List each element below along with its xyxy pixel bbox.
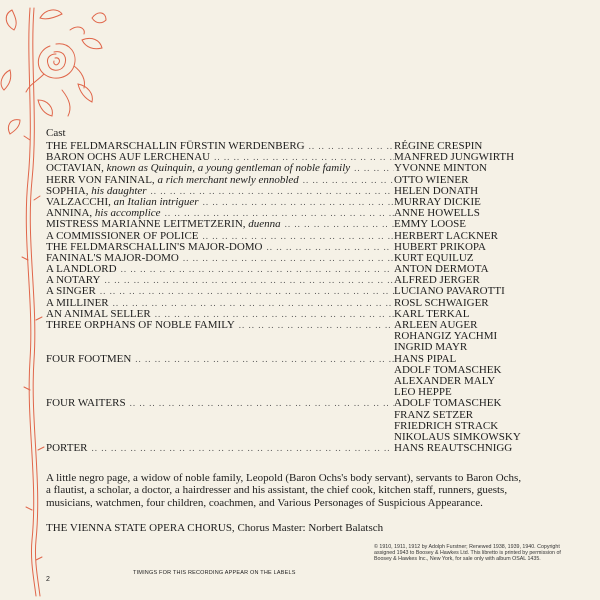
role-description: his daughter <box>88 184 147 197</box>
role-name: HERR VON FANINAL, <box>46 173 155 186</box>
role-name: MISTRESS MARIANNE LEITMETZERIN, <box>46 218 246 231</box>
leader-dots <box>305 141 394 152</box>
leader-dots <box>281 219 394 230</box>
leader-dots <box>299 175 394 186</box>
singer-name: ANTON DERMOTA <box>394 263 489 276</box>
chorus-name: THE VIENNA STATE OPERA CHORUS, <box>46 522 235 534</box>
timings-note: TIMINGS FOR THIS RECORDING APPEAR ON THE LABELS <box>133 570 296 576</box>
singer-name: KURT EQUILUZ <box>394 251 474 264</box>
role-description: a rich merchant newly ennobled <box>154 173 299 186</box>
singer-name: OTTO WIENER <box>394 173 469 186</box>
singer-name: HELEN DONATH <box>394 184 479 197</box>
role-description: known as Quinquin, a young gentleman of noble family <box>103 162 351 175</box>
role-name: FOUR FOOTMEN <box>46 352 132 365</box>
role-name: OCTAVIAN, <box>46 162 104 175</box>
role-name: A NOTARY <box>46 274 101 287</box>
cast-list <box>46 141 566 454</box>
cast-heading: Cast <box>46 127 66 139</box>
cast-row <box>46 376 566 387</box>
role-description: an Italian intriguer <box>110 195 199 208</box>
cast-row <box>46 410 566 421</box>
extras-paragraph: A little negro page, a widow of noble family, Leopold (Baron Ochs's body servant), servants to Baron Ochs, a flautist, a scholar, a doctor, a hairdresser and his assistant, the chief cook, kitchen staff, runners, guests, musicians, watchmen, four children, coachmen, and Various Personages of Suspicious Appearance. <box>46 472 522 509</box>
singer-name: KARL TERKAL <box>394 307 470 320</box>
singer-name: EMMY LOOSE <box>394 218 467 231</box>
role-name: SOPHIA, <box>46 184 89 197</box>
role-name: FANINAL'S MAJOR-DOMO <box>46 251 179 264</box>
cast-row <box>46 331 566 342</box>
singer-name: FRIEDRICH STRACK <box>394 419 499 432</box>
role-name: FOUR WAITERS <box>46 397 126 410</box>
singer-name: LEO HEPPE <box>394 386 452 399</box>
role-description: his accomplice <box>92 207 161 220</box>
singer-name: ADOLF TOMASCHEK <box>394 397 502 410</box>
role-name: PORTER <box>46 442 88 455</box>
leader-dots <box>88 443 394 454</box>
cast-row <box>46 443 566 454</box>
leader-dots <box>263 242 395 253</box>
singer-name: INGRID MAYR <box>394 341 468 354</box>
chorus-master: Chorus Master: Norbert Balatsch <box>237 522 384 534</box>
singer-name: LUCIANO PAVAROTTI <box>394 285 505 298</box>
singer-name: ROHANGIZ YACHMI <box>394 330 498 343</box>
leader-dots <box>235 320 394 331</box>
singer-name: ARLEEN AUGER <box>394 319 478 331</box>
singer-name: ALEXANDER MALY <box>394 374 496 387</box>
page-number: 2 <box>46 576 50 583</box>
leader-dots <box>117 264 394 275</box>
role-name: A MILLINER <box>46 296 109 309</box>
leader-dots <box>131 354 394 365</box>
copyright-notice: © 1910, 1911, 1912 by Adolph Furstner; Renewed 1938, 1939, 1940. Copyright assigned 1943 to Boosey & Hawkes Ltd. This libretto is printed by permission of Boosey & Hawkes Inc., New York, for sale only with album OSAL 1435. <box>374 544 561 563</box>
role-name: VALZACCHI, <box>46 195 111 208</box>
singer-name: MANFRED JUNGWIRTH <box>394 151 515 164</box>
role-name: A LANDLORD <box>46 263 117 276</box>
leader-dots <box>96 286 394 297</box>
cast-row <box>46 398 566 409</box>
singer-name: HUBERT PRIKOPA <box>394 240 486 253</box>
singer-name: ROSL SCHWAIGER <box>394 296 489 309</box>
cast-row <box>46 264 566 275</box>
leader-dots <box>100 275 394 286</box>
leader-dots <box>179 253 394 264</box>
role-name: THE FELDMARSCHALLIN'S MAJOR-DOMO <box>46 240 263 253</box>
singer-name: HERBERT LACKNER <box>394 229 498 242</box>
role-description: duenna <box>245 218 281 231</box>
leader-dots <box>199 197 394 208</box>
role-name: BARON OCHS AUF LERCHENAU <box>46 151 211 164</box>
chorus-credit <box>46 522 383 534</box>
role-name: A COMMISSIONER OF POLICE <box>46 229 199 242</box>
singer-name: HANS PIPAL <box>394 352 457 365</box>
singer-name: RÉGINE CRESPIN <box>394 140 483 152</box>
singer-name: ADOLF TOMASCHEK <box>394 363 502 376</box>
singer-name: HANS REAUTSCHNIGG <box>394 442 513 455</box>
singer-name: NIKOLAUS SIMKOWSKY <box>394 430 521 443</box>
role-name: A SINGER <box>46 285 96 298</box>
leader-dots <box>109 298 394 309</box>
role-name: ANNINA, <box>46 207 93 220</box>
role-name: AN ANIMAL SELLER <box>46 307 151 320</box>
role-name: THREE ORPHANS OF NOBLE FAMILY <box>46 319 235 331</box>
singer-name: YVONNE MINTON <box>394 162 487 175</box>
singer-name: MURRAY DICKIE <box>394 195 481 208</box>
singer-name: FRANZ SETZER <box>394 408 474 421</box>
role-name: THE FELDMARSCHALLIN FÜRSTIN WERDENBERG <box>46 140 305 152</box>
singer-name: ANNE HOWELLS <box>394 207 480 220</box>
leader-dots <box>350 163 394 174</box>
cast-row <box>46 286 566 297</box>
leader-dots <box>126 398 394 409</box>
singer-name: ALFRED JERGER <box>394 274 480 287</box>
